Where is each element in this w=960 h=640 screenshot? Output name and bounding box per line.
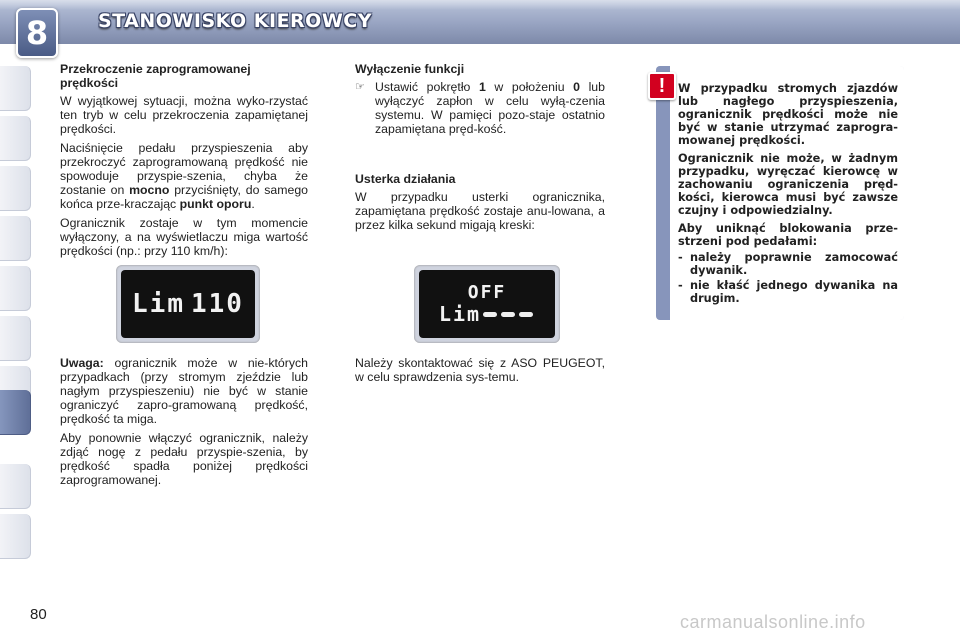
list-item: - należy poprawnie zamocować dywanik. bbox=[678, 251, 898, 277]
warning-stripe bbox=[656, 66, 670, 320]
paragraph: W wyjątkowej sytuacji, można wyko-rzystać ten tryb w celu przekroczenia zapamiętanej prędkości. bbox=[60, 94, 308, 136]
display-fault bbox=[414, 265, 560, 343]
chapter-tab[interactable] bbox=[0, 514, 31, 559]
page-title: STANOWISKO KIEROWCY bbox=[98, 10, 372, 32]
chapter-tab[interactable] bbox=[0, 166, 31, 211]
lcd-screen bbox=[419, 270, 555, 338]
header-shine bbox=[0, 0, 960, 10]
display-speed-flashing bbox=[116, 265, 260, 343]
chapter-tab[interactable] bbox=[0, 316, 31, 361]
paragraph: Należy skontaktować się z ASO PEUGEOT, w celu sprawdzenia sys-temu. bbox=[355, 356, 605, 384]
dash-segment bbox=[483, 312, 497, 317]
left-column-lower bbox=[60, 356, 308, 492]
section-heading: Wyłączenie funkcji bbox=[355, 62, 465, 76]
warning-paragraph: Aby uniknąć blokowania prze-strzeni pod pedałami: bbox=[678, 222, 898, 248]
note-paragraph: Uwaga: ogranicznik może w nie-których przypadkach (przy stromym zjeździe lub nagłym przyspieszeniu) nie być w stanie ograniczyć zapro-gramowaną prędkość, prędkość ta miga. bbox=[60, 356, 308, 426]
warning-paragraph: W przypadku stromych zjazdów lub nagłego przyspieszenia, ogranicznik prędkości może nie być w stanie utrzymać zaprogra-mowanej prędkości. bbox=[678, 82, 898, 147]
warning-paragraph: Ogranicznik nie może, w żadnym przypadku, wyręczać kierowcę w zachowaniu ograniczenia pręd-kości, kierowca musi być zawsze czujny i odpowiedzialny. bbox=[678, 152, 898, 217]
chapter-tab[interactable] bbox=[0, 464, 31, 509]
watermark: carmanualsonline.info bbox=[680, 612, 866, 632]
dash-segment bbox=[501, 312, 515, 317]
section-heading: Usterka działania bbox=[355, 172, 456, 186]
dash-segment bbox=[519, 312, 533, 317]
chapter-tab-active[interactable] bbox=[0, 390, 31, 435]
chapter-tab[interactable] bbox=[0, 216, 31, 261]
warning-icon: ! bbox=[648, 72, 676, 100]
list-item: - nie kłaść jednego dywanika na drugim. bbox=[678, 279, 898, 305]
warning-text bbox=[678, 82, 898, 307]
display-prefix: Lim bbox=[438, 302, 482, 326]
pointing-hand-icon: ☞ bbox=[355, 81, 365, 93]
chapter-tab[interactable] bbox=[0, 66, 31, 111]
middle-column bbox=[355, 62, 605, 237]
middle-column-lower bbox=[355, 356, 605, 389]
page-number: 80 bbox=[30, 606, 47, 623]
paragraph: Aby ponownie włączyć ogranicznik, należy zdjąć nogę z pedału przyspie-szenia, by prędkość spadła poniżej prędkości zaprogramowanej. bbox=[60, 431, 308, 487]
instruction-item: ☞ Ustawić pokrętło 1 w położeniu 0 lub wyłączyć zapłon w celu wyłą-czenia systemu. W pamięci pozo-staje ostatnio zapamiętana pręd-kość. bbox=[355, 80, 605, 136]
display-dashes bbox=[439, 303, 535, 325]
display-prefix: Lim bbox=[132, 289, 185, 319]
left-column bbox=[60, 62, 308, 263]
section-heading: Przekroczenie zaprogramowanej prędkości bbox=[60, 62, 251, 90]
chapter-tabs bbox=[0, 44, 34, 584]
paragraph: Ogranicznik zostaje w tym momencie wyłączony, a na wyświetlaczu miga wartość prędkości (np.: przy 110 km/h): bbox=[60, 216, 308, 258]
display-speed-value: 110 bbox=[191, 289, 244, 319]
lcd-screen bbox=[121, 270, 255, 338]
paragraph: Naciśnięcie pedału przyspieszenia aby przekroczyć zaprogramowaną prędkość nie spowoduje przyspie-szenia, chyba że zostanie on mocno przyciśnięty, do samego końca prze-kraczając punkt oporu. bbox=[60, 141, 308, 211]
paragraph: W przypadku usterki ogranicznika, zapamiętana prędkość zostaje anu-lowana, a przez kilka sekund migają kreski: bbox=[355, 190, 605, 232]
display-off-label: OFF bbox=[467, 282, 507, 303]
chapter-badge: 8 bbox=[16, 8, 58, 58]
chapter-tab[interactable] bbox=[0, 266, 31, 311]
chapter-tab[interactable] bbox=[0, 116, 31, 161]
